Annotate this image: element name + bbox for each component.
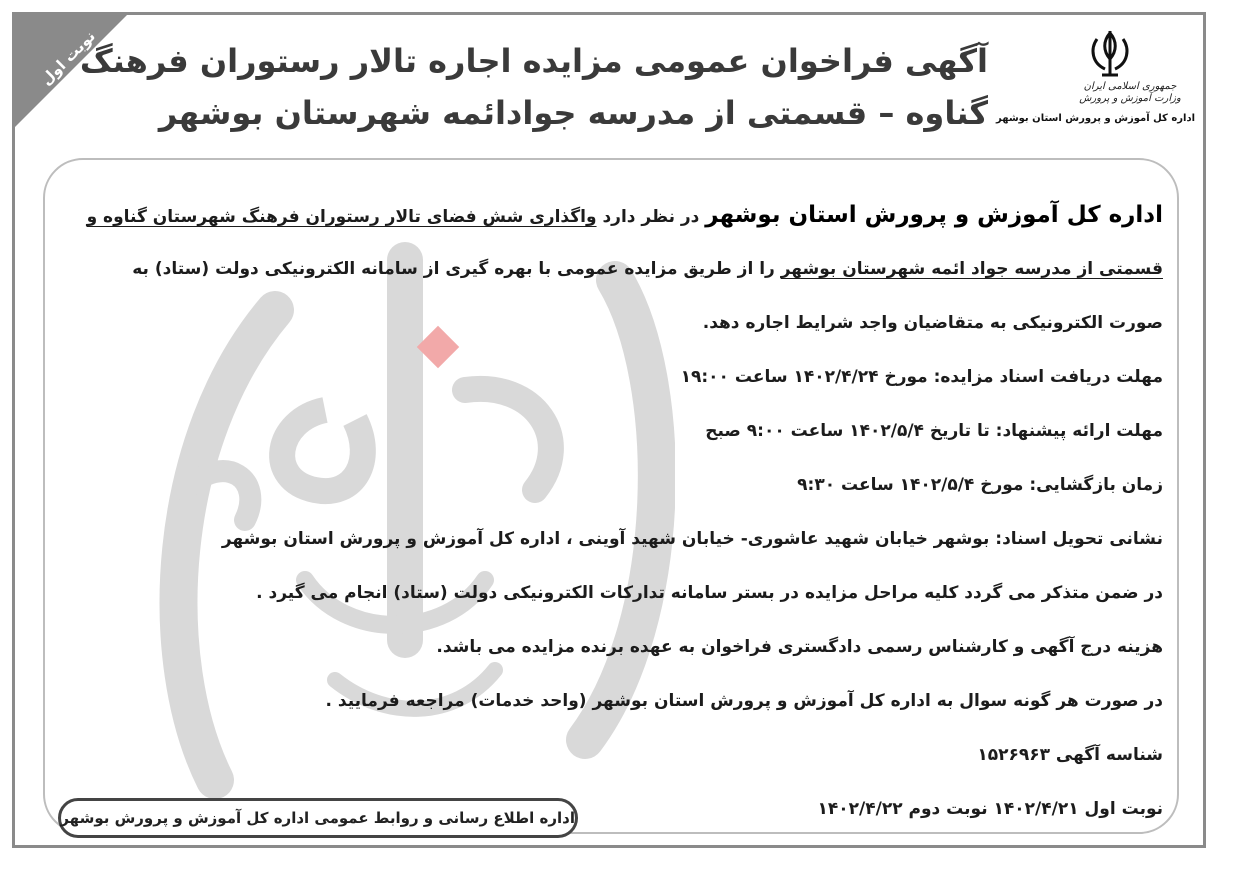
note-costs: هزینه درج آگهی و کارشناس رسمی دادگستری فراخوان به عهده برنده مزایده می باشد. [436, 637, 1163, 657]
publish-dates: نوبت اول ۱۴۰۲/۴/۲۱ نوبت دوم ۱۴۰۲/۴/۲۲ [817, 799, 1163, 819]
note-questions: در صورت هر گونه سوال به اداره کل آموزش و پرورش استان بوشهر (واحد خدمات) مراجعه فرمایید . [325, 691, 1163, 711]
note-stages: در ضمن متذکر می گردد کلیه مراحل مزایده در بستر سامانه تدارکات الکترونیکی دولت (ستاد) انجام می گیرد . [256, 583, 1163, 603]
intro-agency: اداره کل آموزش و پرورش استان بوشهر [705, 202, 1163, 228]
notice-body-box [43, 158, 1179, 834]
ribbon-label: نوبت اول [37, 27, 99, 89]
notice-body [53, 188, 1163, 834]
publisher-badge: اداره اطلاع رسانی و روابط عمومی اداره کل آموزش و پرورش بوشهر [58, 798, 578, 838]
notice-title [79, 35, 988, 139]
ribbon-shape [15, 15, 127, 127]
deadline-documents: مهلت دریافت اسناد مزایده: مورخ ۱۴۰۲/۴/۲۴ ساعت ۱۹:۰۰ [680, 367, 1163, 387]
opening-time: زمان بازگشایی: مورخ ۱۴۰۲/۵/۴ ساعت ۹:۳۰ [797, 475, 1163, 495]
title-line-1: آگهی فراخوان عمومی مزایده اجاره تالار رستوران فرهنگ [79, 42, 988, 80]
logo-department: اداره کل آموزش و پرورش استان بوشهر [996, 113, 1195, 124]
intro-line-1 [53, 188, 1163, 242]
iran-emblem-icon [1087, 29, 1133, 81]
notice-frame [12, 12, 1206, 848]
intro-subject-2: قسمتی از مدرسه جواد ائمه شهرستان بوشهر [780, 259, 1163, 279]
intro-method: را از طریق مزایده عمومی با بهره گیری از سامانه الکترونیکی دولت (ستاد) به [132, 259, 781, 279]
intro-subject-1: واگذاری شش فضای تالار رستوران فرهنگ شهرستان گناوه و [86, 207, 597, 227]
logo-block [996, 25, 1195, 160]
ad-id: شناسه آگهی ۱۵۲۶۹۶۳ [977, 745, 1163, 765]
logo-country: جمهوری اسلامی ایران [1083, 81, 1177, 92]
intro-line-2 [53, 242, 1163, 296]
logo-ministry: وزارت آموزش و پرورش [1079, 93, 1181, 104]
intro-line-3: صورت الکترونیکی به متقاضیان واجد شرایط اجاره دهد. [702, 313, 1163, 333]
intro-verb: در نظر دارد [596, 207, 706, 227]
deadline-offer: مهلت ارائه پیشنهاد: تا تاریخ ۱۴۰۲/۵/۴ ساعت ۹:۰۰ صبح [705, 421, 1163, 441]
title-line-2: گناوه – قسمتی از مدرسه جوادائمه شهرستان بوشهر [158, 94, 988, 132]
delivery-address: نشانی تحویل اسناد: بوشهر خیابان شهید عاشوری- خیابان شهید آوینی ، اداره کل آموزش و پرورش استان بوشهر [221, 529, 1163, 549]
